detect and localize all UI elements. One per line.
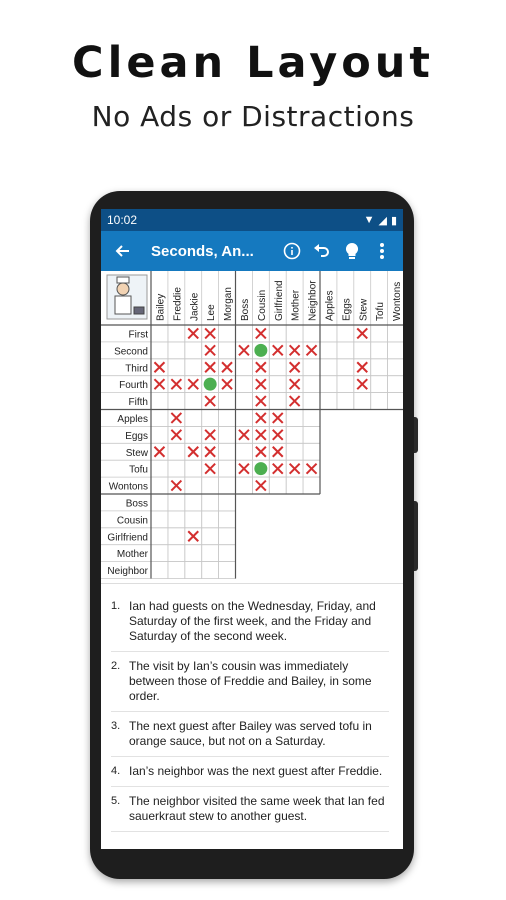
grid-cell xyxy=(236,410,253,427)
chef-hat xyxy=(117,277,129,283)
grid-cell xyxy=(286,410,303,427)
status-time: 10:02 xyxy=(107,213,138,227)
grid-cell xyxy=(388,325,403,342)
puzzle-title: Seconds, An... xyxy=(151,242,254,260)
grid-cell xyxy=(219,342,236,359)
row-header: Fourth xyxy=(119,380,148,392)
grid-cell xyxy=(151,342,168,359)
battery-icon: ▮ xyxy=(390,214,397,227)
grid-cell xyxy=(168,393,185,410)
grid-cell xyxy=(202,410,219,427)
column-header: Lee xyxy=(206,304,218,321)
grid-cell xyxy=(371,376,388,393)
column-header: Eggs xyxy=(341,298,353,321)
row-header: Fifth xyxy=(128,397,148,409)
match-dot xyxy=(204,378,217,391)
clue-item[interactable] xyxy=(111,592,389,652)
grid-cell xyxy=(151,511,168,528)
grid-cell xyxy=(320,342,337,359)
app-bar xyxy=(101,231,403,271)
grid-cell xyxy=(219,477,236,494)
grid-cell xyxy=(236,376,253,393)
app-screen xyxy=(101,209,403,849)
grid-cell xyxy=(219,494,236,511)
grid-cell xyxy=(303,376,320,393)
grid-cell xyxy=(303,359,320,376)
signal-icon: ◢ xyxy=(378,214,387,227)
grid-cell xyxy=(185,342,202,359)
grid-cell xyxy=(185,494,202,511)
column-header: Girlfriend xyxy=(273,280,285,321)
grid-cell xyxy=(151,426,168,443)
grid-cell xyxy=(337,359,354,376)
grid-cell xyxy=(168,342,185,359)
grid-cell xyxy=(303,477,320,494)
row-header: Second xyxy=(114,346,148,358)
grid-cell xyxy=(151,494,168,511)
chef-head xyxy=(117,283,129,295)
grid-cell xyxy=(320,376,337,393)
phone-volume-button xyxy=(414,501,418,571)
clue-list xyxy=(101,583,403,849)
column-header: Jackie xyxy=(189,292,201,321)
undo-icon[interactable] xyxy=(307,236,337,266)
grid-cell xyxy=(168,545,185,562)
grid-cell xyxy=(202,562,219,579)
info-icon[interactable] xyxy=(277,236,307,266)
promo-subline: No Ads or Distractions xyxy=(91,100,415,133)
logic-grid[interactable] xyxy=(101,271,403,583)
grid-cell xyxy=(168,528,185,545)
grid-cell xyxy=(185,426,202,443)
grid-cell xyxy=(236,443,253,460)
grid-cell xyxy=(202,511,219,528)
grid-cell xyxy=(151,410,168,427)
wifi-icon: ▼ xyxy=(363,214,375,226)
grid-cell xyxy=(168,494,185,511)
grid-cell xyxy=(388,359,403,376)
grid-cell xyxy=(168,460,185,477)
grid-cell xyxy=(185,410,202,427)
row-header: Stew xyxy=(125,447,148,459)
grid-cell xyxy=(168,325,185,342)
column-header: Cousin xyxy=(256,289,268,321)
grid-cell xyxy=(219,410,236,427)
clue-text: The next guest after Bailey was served tofu in orange sauce, but not on a Saturday. xyxy=(129,719,372,748)
grid-cell xyxy=(303,426,320,443)
grid-cell xyxy=(168,443,185,460)
grid-cell xyxy=(236,359,253,376)
column-header: Bailey xyxy=(155,293,167,321)
grid-cell xyxy=(371,359,388,376)
grid-cell xyxy=(236,477,253,494)
match-dot xyxy=(254,344,267,357)
grid-cell xyxy=(337,325,354,342)
row-header: First xyxy=(128,329,148,341)
grid-cell xyxy=(388,393,403,410)
grid-cell xyxy=(185,460,202,477)
grid-cell xyxy=(269,376,286,393)
grid-cell xyxy=(269,393,286,410)
row-header: Apples xyxy=(117,413,148,425)
clue-item[interactable] xyxy=(111,712,389,757)
grid-cell xyxy=(371,393,388,410)
grid-cell xyxy=(337,393,354,410)
lightbulb-icon[interactable] xyxy=(337,236,367,266)
clue-number: 5. xyxy=(111,795,121,807)
clue-text: The visit by Ian’s cousin was immediately between those of Freddie and Bailey, in some order. xyxy=(129,659,372,703)
grid-cell xyxy=(354,342,371,359)
grid-cell xyxy=(219,528,236,545)
grid-cell xyxy=(303,325,320,342)
logic-grid-svg[interactable] xyxy=(101,271,403,583)
match-dot xyxy=(254,462,267,475)
status-bar xyxy=(101,209,403,231)
grid-cell xyxy=(337,376,354,393)
grid-cell xyxy=(236,393,253,410)
grid-cell xyxy=(303,410,320,427)
grid-cell xyxy=(388,376,403,393)
grid-cell xyxy=(320,393,337,410)
column-header: Mother xyxy=(290,289,302,321)
clue-number: 2. xyxy=(111,660,121,672)
grid-cell xyxy=(286,426,303,443)
grid-cell xyxy=(185,477,202,494)
arrow-back-icon[interactable] xyxy=(107,236,137,266)
column-header: Apples xyxy=(324,290,336,321)
grid-cell xyxy=(185,545,202,562)
grid-cell xyxy=(320,359,337,376)
grid-cell xyxy=(269,325,286,342)
row-header: Third xyxy=(125,363,148,375)
row-header: Mother xyxy=(116,549,148,561)
row-header: Tofu xyxy=(129,464,148,476)
column-header: Boss xyxy=(239,298,251,321)
grid-cell xyxy=(151,460,168,477)
clue-item[interactable] xyxy=(111,787,389,832)
row-header: Boss xyxy=(125,498,148,510)
grid-cell xyxy=(286,443,303,460)
clue-text: Ian had guests on the Wednesday, Friday, and Saturday of the first week, and the Friday and Saturday of the second week. xyxy=(129,599,376,643)
grid-cell xyxy=(202,494,219,511)
grid-cell xyxy=(303,443,320,460)
clue-text: Ian’s neighbor was the next guest after Freddie. xyxy=(129,764,383,778)
grid-cell xyxy=(269,359,286,376)
clue-item[interactable] xyxy=(111,757,389,787)
grid-cell xyxy=(219,562,236,579)
grid-cell xyxy=(151,477,168,494)
grid-cell xyxy=(320,325,337,342)
chef-body xyxy=(115,296,131,314)
phone-frame xyxy=(90,191,414,879)
grid-cell xyxy=(185,562,202,579)
clue-number: 4. xyxy=(111,765,121,777)
row-header: Girlfriend xyxy=(107,532,148,544)
column-header: Stew xyxy=(358,298,370,321)
grid-cell xyxy=(168,511,185,528)
grid-cell xyxy=(269,477,286,494)
grid-cell xyxy=(185,511,202,528)
grid-cell xyxy=(219,393,236,410)
grid-cell xyxy=(168,359,185,376)
row-header: Neighbor xyxy=(107,566,148,578)
clue-number: 1. xyxy=(111,600,121,612)
clue-text: The neighbor visited the same week that Ian fed sauerkraut stew to another guest. xyxy=(129,794,385,823)
grid-cell xyxy=(151,562,168,579)
more-vert-icon[interactable] xyxy=(367,236,397,266)
clue-number: 3. xyxy=(111,720,121,732)
grid-cell xyxy=(185,359,202,376)
grid-cell xyxy=(168,562,185,579)
grid-cell xyxy=(371,342,388,359)
grid-cell xyxy=(219,545,236,562)
grid-cell xyxy=(202,528,219,545)
grid-cell xyxy=(337,342,354,359)
row-header: Wontons xyxy=(108,481,148,493)
column-header: Tofu xyxy=(375,302,387,321)
row-header: Cousin xyxy=(116,515,148,527)
grid-cell xyxy=(202,545,219,562)
grid-cell xyxy=(151,528,168,545)
grid-cell xyxy=(388,342,403,359)
grid-cell xyxy=(202,477,219,494)
clue-item[interactable] xyxy=(111,652,389,712)
grid-cell xyxy=(151,393,168,410)
column-header: Neighbor xyxy=(307,280,319,321)
phone-power-button xyxy=(414,417,418,453)
grid-cell xyxy=(219,325,236,342)
promo-headline: Clean Layout xyxy=(72,38,434,88)
column-header: Morgan xyxy=(223,287,235,321)
grid-cell xyxy=(219,511,236,528)
grid-cell xyxy=(371,325,388,342)
grid-cell xyxy=(286,477,303,494)
grid-cell xyxy=(185,393,202,410)
grid-cell xyxy=(219,460,236,477)
grid-cell xyxy=(151,545,168,562)
grid-cell xyxy=(219,426,236,443)
grid-cell xyxy=(354,393,371,410)
grid-cell xyxy=(151,325,168,342)
grid-cell xyxy=(303,393,320,410)
grid-cell xyxy=(236,325,253,342)
chef-pot xyxy=(134,307,144,314)
grid-cell xyxy=(286,325,303,342)
column-header: Freddie xyxy=(172,287,184,321)
row-header: Eggs xyxy=(125,430,148,442)
grid-cell xyxy=(219,443,236,460)
column-header: Wontons xyxy=(392,281,403,321)
